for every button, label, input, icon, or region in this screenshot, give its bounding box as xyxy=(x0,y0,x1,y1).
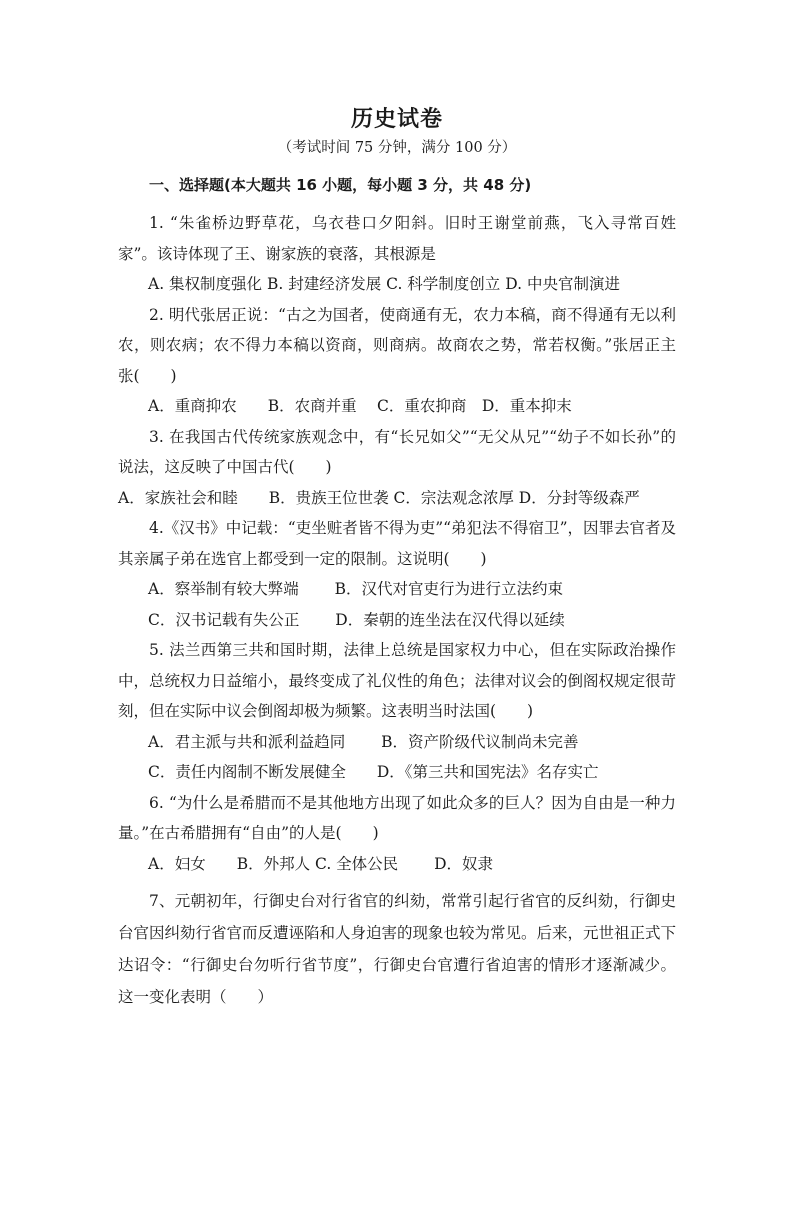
page-title: 历史试卷 xyxy=(350,106,443,132)
question-7-stem: 7、元朝初年，行御史台对行省官的纠劾，常常引起行省官的反纠劾，行御史台官因纠劾行省官而反遭诬陷和人身迫害的现象也较为常见。后来，元世祖正式下达诏令：“行御史台勿听行省节度”，行御史台官遭行省迫害的情形才逐渐减少。这一变化表明（ ） xyxy=(118,892,677,1006)
question-4-options-line-1: A．察举制有较大弊端 B．汉代对官吏行为进行立法约束 xyxy=(148,580,564,598)
question-3-stem: 3. 在我国古代传统家族观念中，有“长兄如父”“无父从兄”“幼子不如长孙”的说法，这反映了中国古代( ) xyxy=(118,427,676,476)
question-5-options-line-2: C．责任内阁制不断发展健全 D．《第三共和国宪法》名存实亡 xyxy=(148,763,599,781)
exam-page xyxy=(0,103,794,1226)
question-2-options: A．重商抑农 B．农商并重 C．重农抑商 D．重本抑末 xyxy=(148,397,572,415)
question-1-stem: 1. “朱雀桥边野草花，乌衣巷口夕阳斜。旧时王谢堂前燕，飞入寻常百姓家”。该诗体现了王、谢家族的衰落，其根源是 xyxy=(118,214,676,263)
question-5-stem: 5. 法兰西第三共和国时期，法律上总统是国家权力中心，但在实际政治操作中，总统权力日益缩小，最终变成了礼仪性的角色；法律对议会的倒阁权规定很苛刻，但在实际中议会倒阁却极为频繁。这表明当时法国( ) xyxy=(118,641,677,720)
question-3-options: A．家族社会和睦 B．贵族王位世袭 C．宗法观念浓厚 D．分封等级森严 xyxy=(118,488,640,507)
question-6-stem: 6. “为什么是希腊而不是其他地方出现了如此众多的巨人？因为自由是一种力量。”在古希腊拥有“自由”的人是( ) xyxy=(118,793,676,842)
section-heading: 一、选择题(本大题共 16 小题，每小题 3 分，共 48 分) xyxy=(149,176,532,194)
question-4-stem: 4.《汉书》中记载：“吏坐赃者皆不得为吏”“弟犯法不得宿卫”，因罪去官者及其亲属子弟在选官上都受到一定的限制。这说明( ) xyxy=(118,519,676,568)
question-4-options-line-2: C．汉书记载有失公正 D．秦朝的连坐法在汉代得以延续 xyxy=(148,610,565,629)
question-6-options: A．妇女 B．外邦人 C. 全体公民 D．奴隶 xyxy=(148,854,494,873)
exam-info: （考试时间 75 分钟，满分 100 分） xyxy=(277,140,517,156)
question-5-options-line-1: A．君主派与共和派利益趋同 B．资产阶级代议制尚未完善 xyxy=(148,732,579,751)
question-1-options: A. 集权制度强化 B. 封建经济发展 C. 科学制度创立 D. 中央官制演进 xyxy=(148,275,620,293)
question-2-stem: 2. 明代张居正说：“古之为国者，使商通有无，农力本稿，商不得通有无以利农，则农病；农不得力本稿以资商，则商病。故商农之势，常若权衡。”张居正主张( ) xyxy=(118,305,676,385)
